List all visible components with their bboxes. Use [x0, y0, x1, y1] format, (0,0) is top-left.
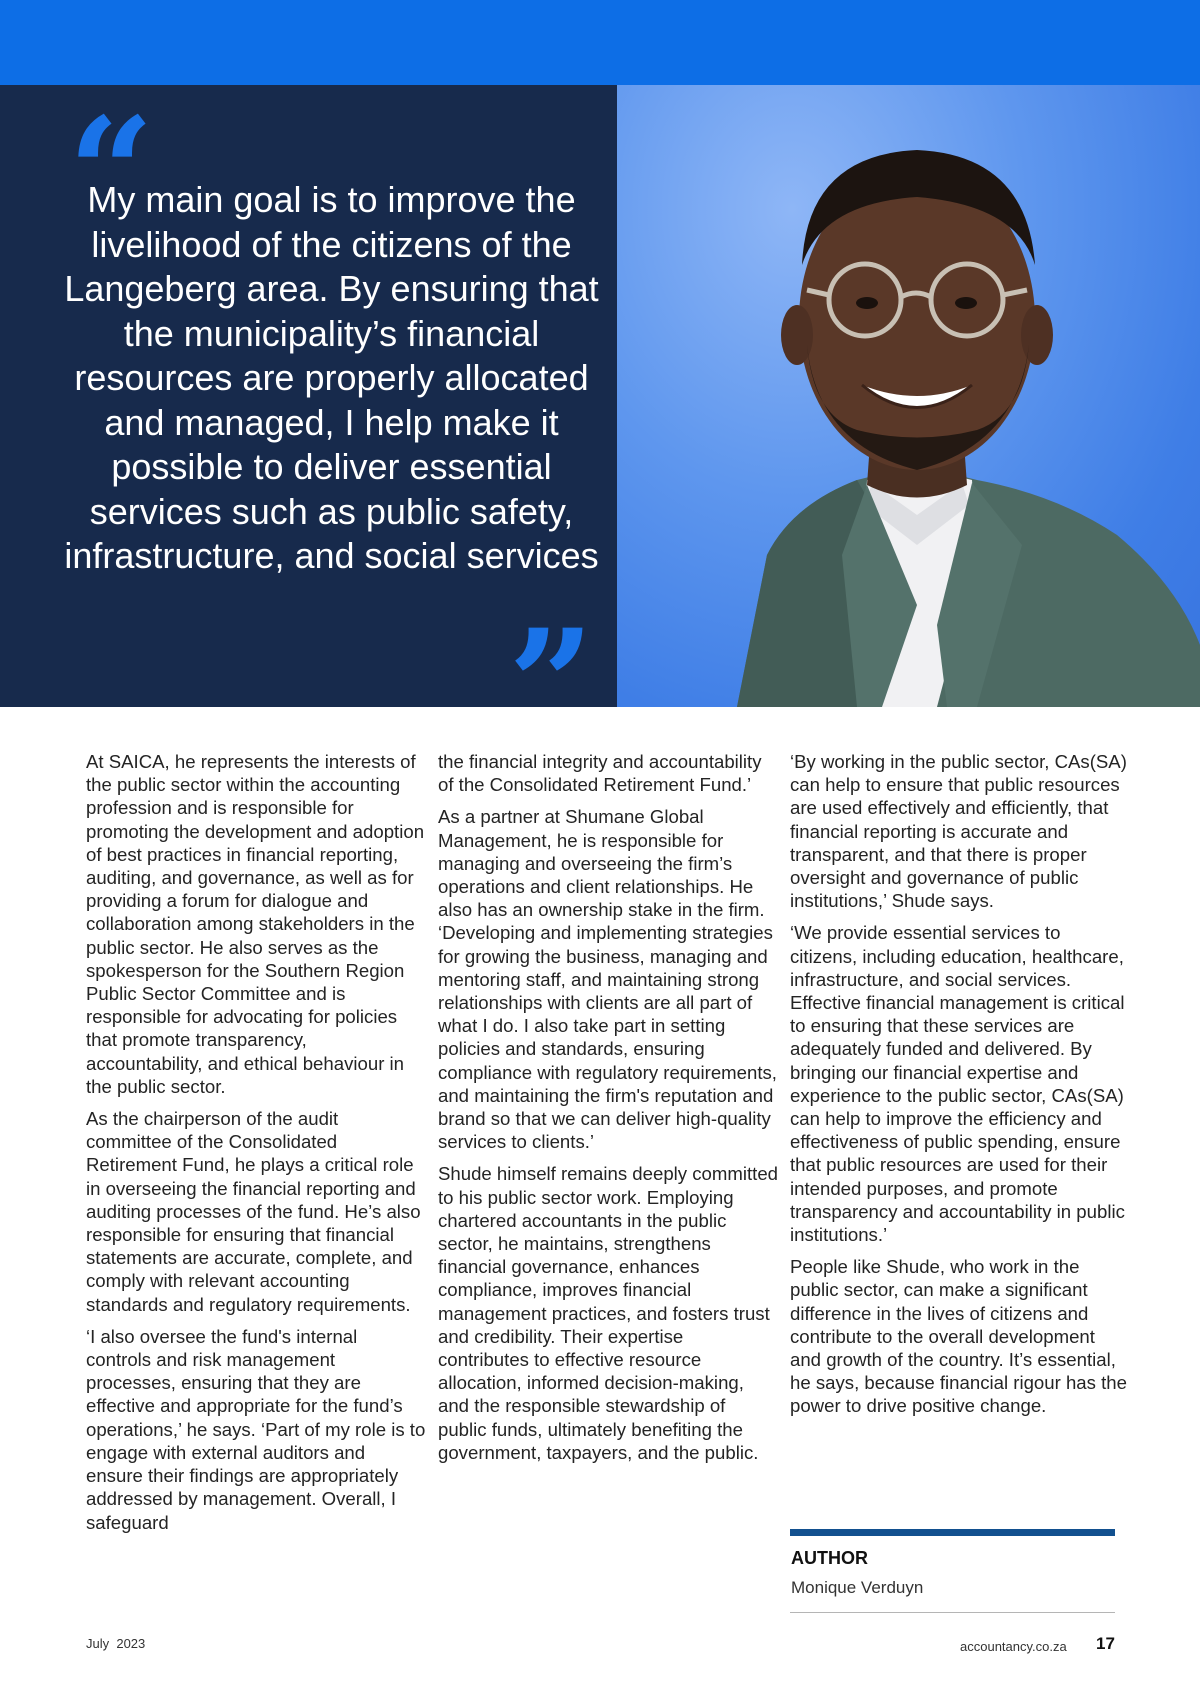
- author-bottom-divider: [790, 1612, 1115, 1613]
- pull-quote-text: My main goal is to improve the livelihood of the citizens of the Langeberg area. By ensuring that the municipality’s financial resources are properly allocated and managed, I help make it possible to deliver essential services such as public safety, infrastructure, and social services: [64, 179, 599, 576]
- paragraph: At SAICA, he represents the interests of the public sector within the accounting profession and is responsible for promoting the development and adoption of best practices in financial reporting, auditing, and governance, as well as for providing a forum for dialogue and collaboration among stakeholders in the public sector. He also serves as the spokesperson for the Southern Region Public Sector Committee and is responsible for advocating for policies that promote transparency, accountability, and ethical behaviour in the public sector.: [86, 751, 425, 1097]
- portrait-illustration: [617, 85, 1200, 707]
- page-number: 17: [1096, 1634, 1115, 1653]
- paragraph: ‘We provide essential services to citizens, including education, healthcare, infrastructure, and social services. Effective financial management is critical to ensuring that these services are adequately funded and delivered. By bringing our financial expertise and experience to the public sector, CAs(SA) can help to improve the efficiency and effectiveness of public spending, ensure that public resources are used for their intended purposes, and promote transparency and accountability in public institutions.’: [790, 922, 1125, 1246]
- paragraph: ‘By working in the public sector, CAs(SA) can help to ensure that public resources are used effectively and efficiently, that financial reporting is accurate and transparent, and that there is proper oversight and governance of public institutions,’ Shude says.: [790, 751, 1127, 912]
- paragraph: People like Shude, who work in the public sector, can make a significant difference in the lives of citizens and contribute to the overall development and growth of the country. It’s essential, he says, because financial rigour has the power to drive positive change.: [790, 1256, 1127, 1417]
- paragraph: As a partner at Shumane Global Management, he is responsible for managing and overseeing the firm’s operations and client relationships. He also has an ownership stake in the firm. ‘Developing and implementing strategies for growing the business, managing and mentoring staff, and maintaining strong relationships with clients are all part of what I do. I also take part in setting policies and standards, ensuring compliance with regulatory requirements, and maintaining the firm's reputation and brand so that we can deliver high-quality services to clients.’: [438, 806, 777, 1153]
- top-color-band: [0, 0, 1200, 85]
- author-name: Monique Verduyn: [791, 1578, 924, 1597]
- article-column-1: [86, 750, 426, 1543]
- author-label: AUTHOR: [791, 1548, 868, 1568]
- footer-date: July 2023: [86, 1636, 146, 1651]
- paragraph: Shude himself remains deeply committed to his public sector work. Employing chartered accountants in the public sector, he maintains, strengthens financial governance, enhances compliance, improves financial management practices, and fosters trust and credibility. Their expertise contributes to effective resource allocation, informed decision-making, and the responsible stewardship of public funds, ultimately benefiting the government, taxpayers, and the public.: [438, 1163, 779, 1463]
- close-quote-mark-icon: ”: [508, 597, 595, 773]
- article-column-2: [438, 750, 778, 1473]
- paragraph: As the chairperson of the audit committee of the Consolidated Retirement Fund, he plays a critical role in overseeing the financial reporting and auditing processes of the fund. He’s also responsible for ensuring that financial statements are accurate, complete, and comply with relevant accounting standards and regulatory requirements.: [86, 1108, 421, 1315]
- open-quote-mark-icon: “: [68, 85, 155, 261]
- portrait-photo: [617, 85, 1200, 707]
- footer-website: accountancy.co.za: [960, 1639, 1067, 1654]
- paragraph: the financial integrity and accountability of the Consolidated Retirement Fund.’: [438, 751, 762, 796]
- article-column-3: [790, 750, 1130, 1427]
- author-divider: [790, 1529, 1115, 1536]
- paragraph: ‘I also oversee the fund's internal controls and risk management processes, ensuring that they are effective and appropriate for the fund’s operations,’ he says. ‘Part of my role is to engage with external auditors and ensure their findings are appropriately addressed by management. Overall, I safeguard: [86, 1325, 426, 1533]
